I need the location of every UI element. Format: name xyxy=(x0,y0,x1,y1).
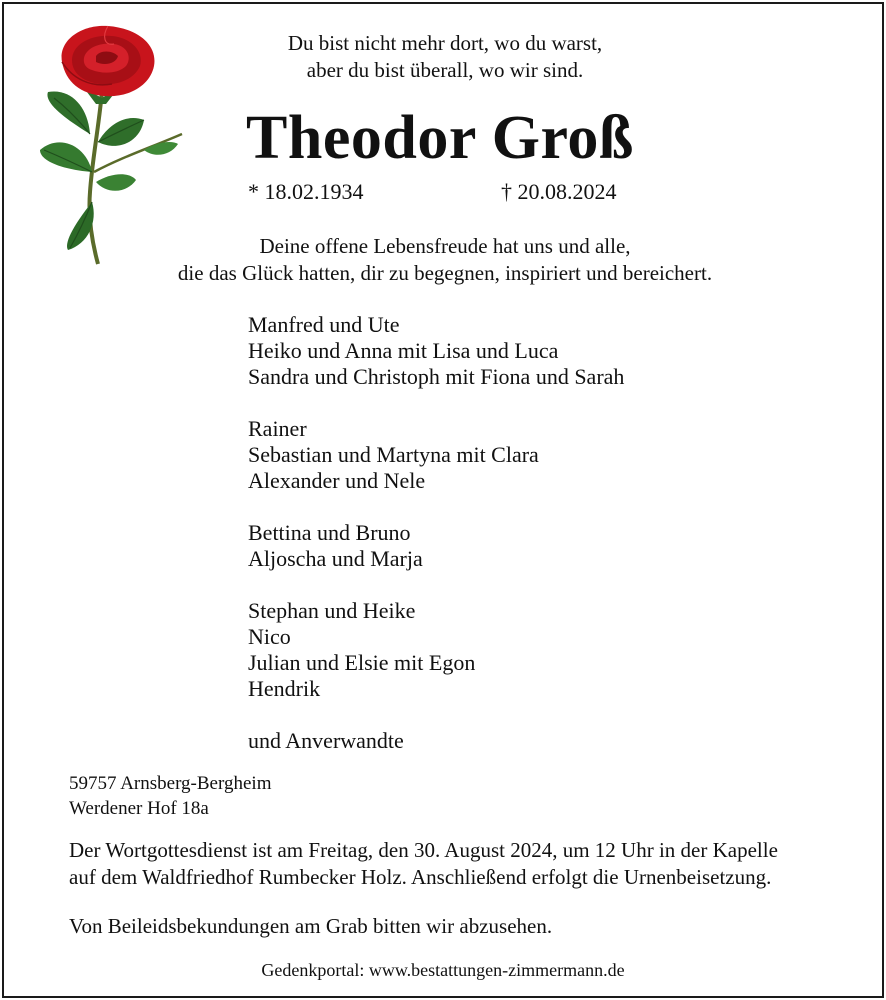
mourner-group xyxy=(248,312,624,390)
mourner-line: Rainer xyxy=(248,416,307,441)
mourner-line: Aljoscha und Marja xyxy=(248,546,423,571)
motto xyxy=(230,30,660,84)
memorial-portal: Gedenkportal: www.bestattungen-zimmermann.de xyxy=(261,960,625,980)
mourner-line: Julian und Elsie mit Egon xyxy=(248,650,476,675)
mourner-group xyxy=(248,416,624,494)
service-info xyxy=(69,837,778,891)
mourner-line: Hendrik xyxy=(248,676,321,701)
mourner-group xyxy=(248,520,624,572)
service-line: Der Wortgottesdienst ist am Freitag, den 30. August 2024, um 12 Uhr in der Kapelle xyxy=(69,838,778,862)
mourner-line: Manfred und Ute xyxy=(248,312,400,337)
relatives-line: und Anverwandte xyxy=(248,728,404,753)
family-address xyxy=(69,771,271,821)
mourner-line: Bettina und Bruno xyxy=(248,520,411,545)
motto-line: aber du bist überall, wo wir sind. xyxy=(306,58,584,82)
birth-date: * 18.02.1934 xyxy=(248,179,364,204)
motto-line: Du bist nicht mehr dort, wo du warst, xyxy=(287,31,603,55)
mourner-group xyxy=(248,598,624,702)
red-rose-icon xyxy=(32,22,192,267)
quote-line: Deine offene Lebensfreude hat uns und alle, xyxy=(259,234,631,258)
death-date: † 20.08.2024 xyxy=(501,179,617,204)
tribute-quote xyxy=(80,233,810,287)
mourner-line: Sandra und Christoph mit Fiona und Sarah xyxy=(248,364,625,389)
quote-line: die das Glück hatten, dir zu begegnen, inspiriert und bereichert. xyxy=(177,261,713,285)
address-street: Werdener Hof 18a xyxy=(69,798,209,819)
deceased-name: Theodor Groß xyxy=(246,104,634,172)
mourner-line: Nico xyxy=(248,624,291,649)
mourner-line: Sebastian und Martyna mit Clara xyxy=(248,442,539,467)
mourner-line: Stephan und Heike xyxy=(248,598,416,623)
mourners-list xyxy=(248,312,624,754)
address-city: 59757 Arnsberg-Bergheim xyxy=(69,773,272,794)
condolence-note: Von Beileidsbekundungen am Grab bitten wir abzusehen. xyxy=(69,914,553,938)
mourner-line: Alexander und Nele xyxy=(248,468,426,493)
mourner-line: Heiko und Anna mit Lisa und Luca xyxy=(248,338,559,363)
service-line: auf dem Waldfriedhof Rumbecker Holz. Anschließend erfolgt die Urnenbeisetzung. xyxy=(69,865,772,889)
